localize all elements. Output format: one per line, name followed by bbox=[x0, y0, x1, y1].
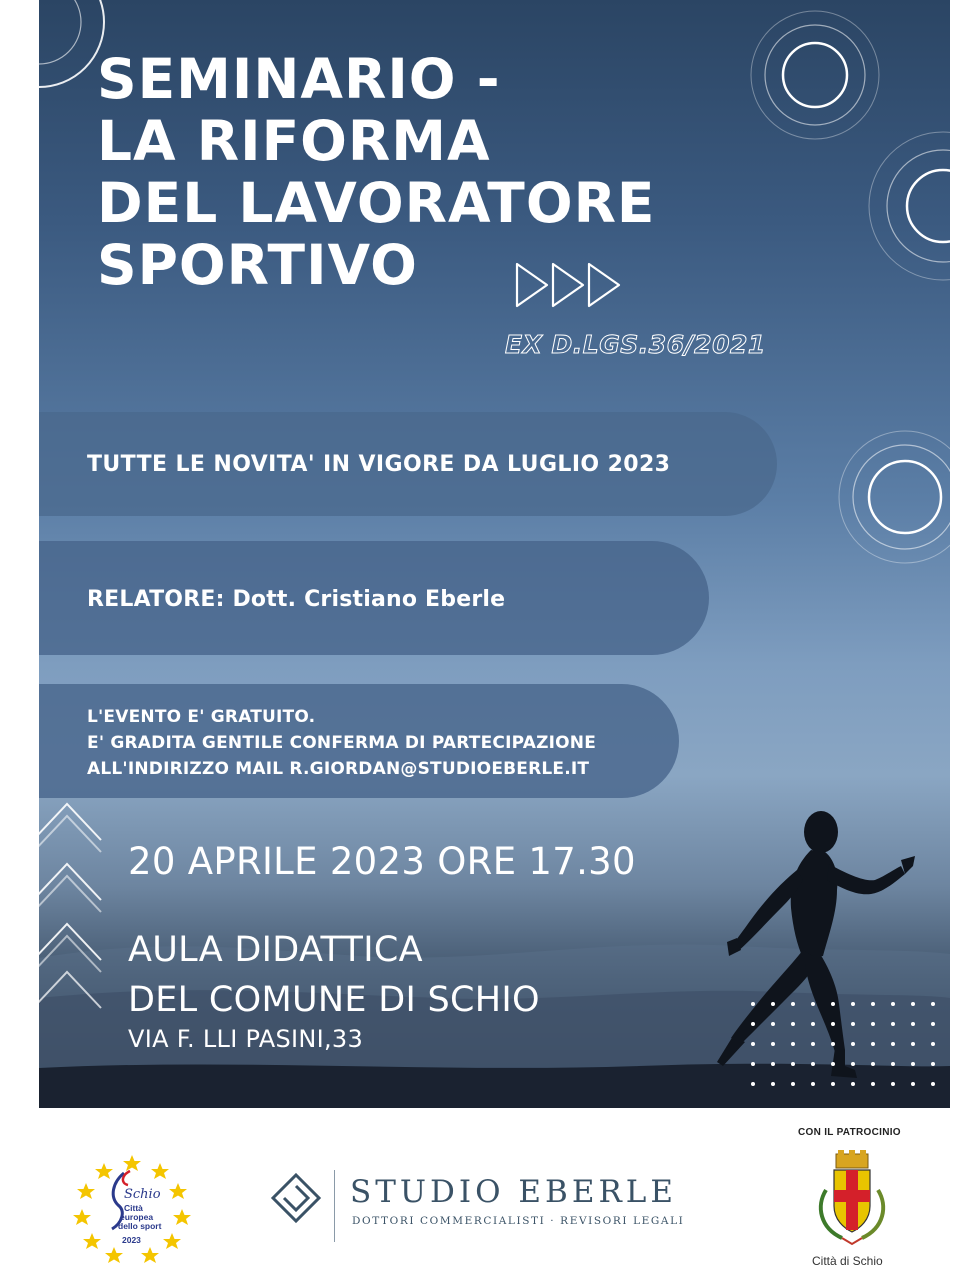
dot-pattern bbox=[749, 1000, 950, 1100]
registration-text bbox=[87, 704, 596, 782]
title-line-1: SEMINARIO - bbox=[97, 47, 501, 111]
event-venue bbox=[128, 925, 540, 1025]
title-line-2: LA RIFORMA bbox=[97, 109, 491, 173]
studio-eberle-tagline: DOTTORI COMMERCIALISTI · REVISORI LEGALI bbox=[352, 1215, 685, 1227]
schio-logo-line-1: Città bbox=[124, 1203, 143, 1213]
registration-line-3: ALL'INDIRIZZO MAIL R.GIORDAN@STUDIOEBERLE.IT bbox=[87, 759, 590, 779]
seminar-title bbox=[97, 48, 656, 296]
venue-line-1: AULA DIDATTICA bbox=[128, 930, 423, 970]
schio-european-city-of-sport-logo bbox=[72, 1153, 192, 1263]
title-line-3: DEL LAVORATORE bbox=[97, 171, 656, 235]
news-text: TUTTE LE NOVITA' IN VIGORE DA LUGLIO 2023 bbox=[87, 452, 671, 477]
venue-line-2: DEL COMUNE DI SCHIO bbox=[128, 980, 540, 1020]
studio-eberle-mark-icon bbox=[270, 1172, 322, 1228]
schio-crest-icon bbox=[806, 1150, 898, 1250]
event-date: 20 APRILE 2023 ORE 17.30 bbox=[128, 840, 636, 883]
triple-arrow-icon bbox=[515, 260, 625, 310]
chevron-up-icon bbox=[39, 800, 109, 1020]
patronage-label: CON IL PATROCINIO bbox=[798, 1127, 901, 1138]
title-line-4: SPORTIVO bbox=[97, 233, 418, 297]
registration-banner bbox=[39, 684, 679, 798]
schio-logo-line-2: europea bbox=[120, 1212, 154, 1222]
event-address: VIA F. LLI PASINI,33 bbox=[128, 1025, 364, 1053]
law-reference: EX D.LGS.36/2021 bbox=[505, 330, 766, 359]
speaker-text: RELATORE: Dott. Cristiano Eberle bbox=[87, 587, 506, 612]
schio-script-text: Schio bbox=[124, 1187, 161, 1202]
studio-divider bbox=[334, 1170, 335, 1242]
city-label: Città di Schio bbox=[812, 1254, 883, 1268]
schio-logo-line-3: dello sport bbox=[118, 1221, 162, 1231]
studio-eberle-name: STUDIO EBERLE bbox=[350, 1174, 678, 1210]
speaker-banner bbox=[39, 541, 709, 655]
registration-line-1: L'EVENTO E' GRATUITO. bbox=[87, 707, 316, 727]
poster bbox=[39, 0, 950, 1108]
registration-line-2: E' GRADITA GENTILE CONFERMA DI PARTECIPAZIONE bbox=[87, 733, 597, 753]
news-banner bbox=[39, 412, 777, 516]
schio-logo-year: 2023 bbox=[122, 1235, 141, 1245]
